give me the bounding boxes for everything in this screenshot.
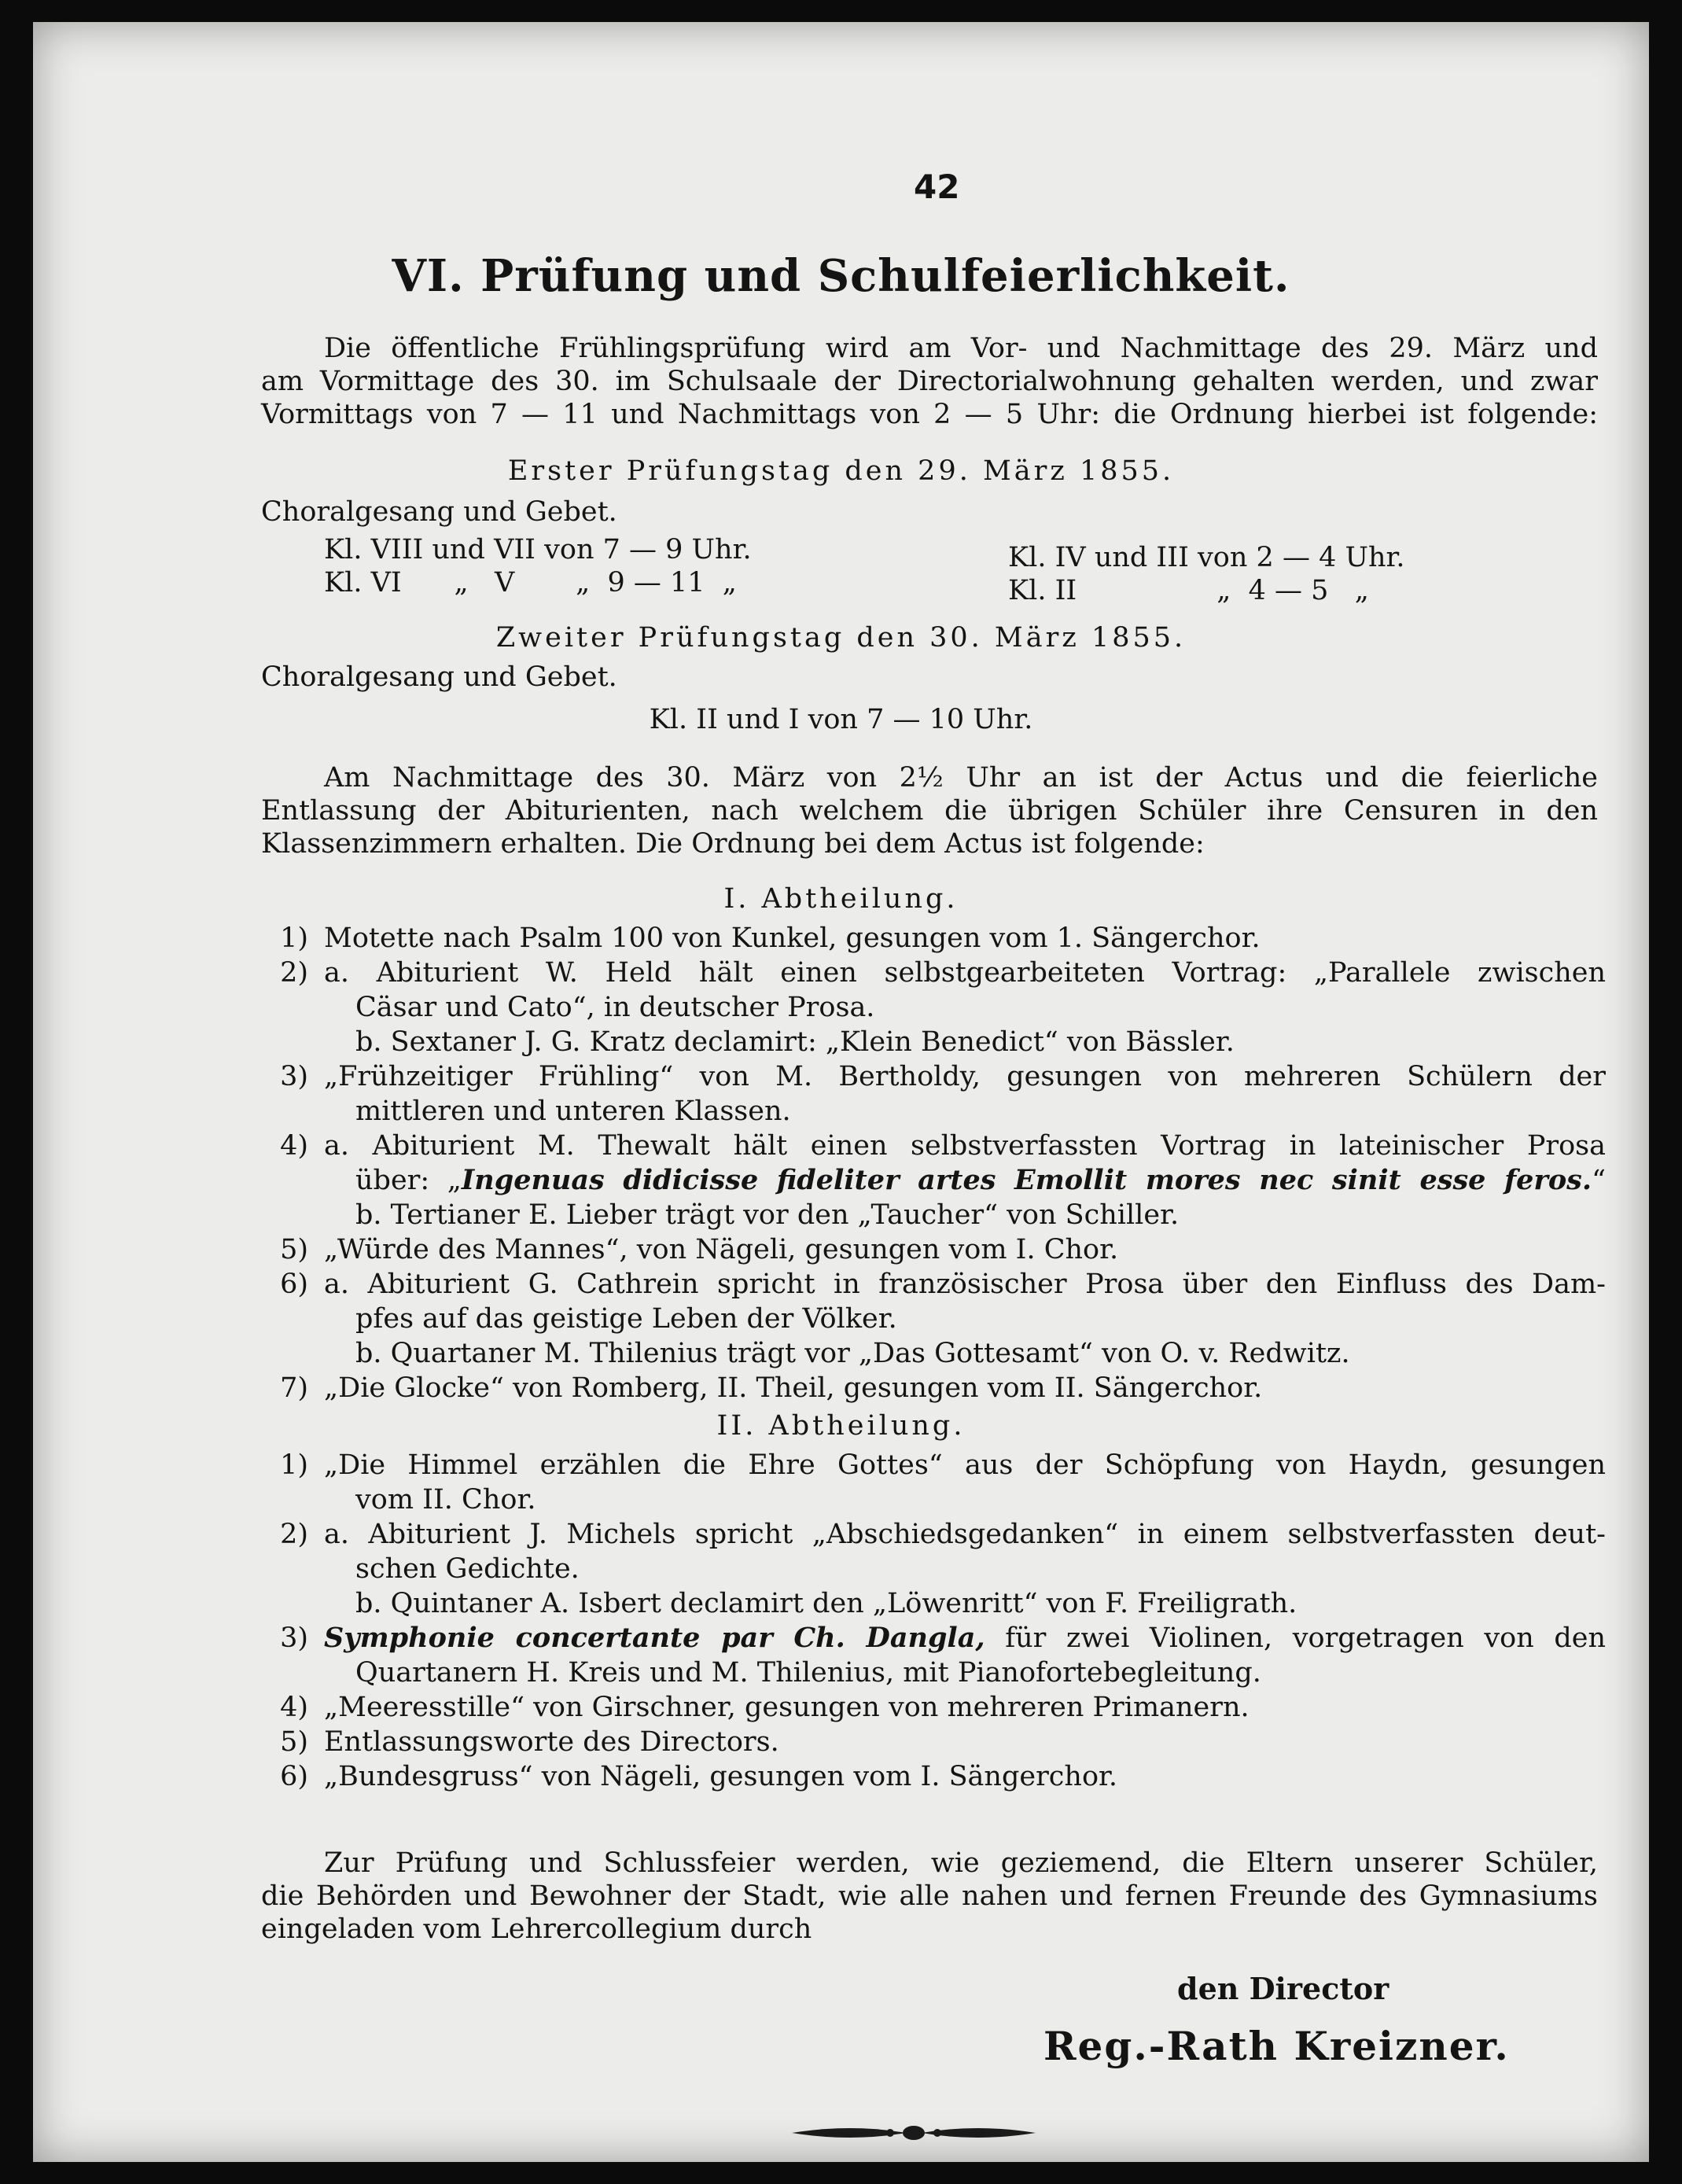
day1-title: Erster Prüfungstag den 29. März 1855. [507, 455, 1175, 487]
item-number: 2) [280, 1519, 308, 1550]
part2-line [261, 1483, 1606, 1516]
intro-line: Vormittags von 7 — 11 und Nachmittags von 2 — 5 Uhr: die Ordnung hierbei ist folgende: [261, 399, 1598, 430]
item-text: a. Abiturient W. Held hält einen selbstgearbeiteten Vortrag: „Parallele zwischen [324, 957, 1606, 989]
day1-schedule: Kl. VIII und VII von 7 — 9 Uhr. [324, 534, 752, 565]
item-number: 1) [280, 1449, 308, 1481]
item-text: a. Abiturient G. Cathrein spricht in französischer Prosa über den Einfluss des Dam- [324, 1269, 1606, 1300]
part2-line [261, 1691, 1606, 1724]
decorative-ornament-icon [788, 2117, 1040, 2149]
part1-line [261, 1129, 1606, 1162]
item-number: 2) [280, 957, 308, 989]
item-number: 4) [280, 1692, 308, 1723]
part2-line [261, 1518, 1606, 1551]
part1-line [261, 1233, 1606, 1266]
item-text: Symphonie concertante par Ch. Dangla, für zwei Violinen, vorgetragen von den [324, 1622, 1606, 1654]
day2-schedule: Kl. II und I von 7 — 10 Uhr. [649, 704, 1033, 735]
item-text: mittleren und unteren Klassen. [355, 1096, 791, 1127]
actus-line: Entlassung der Abiturienten, nach welchem die übrigen Schüler ihre Censuren in den [261, 795, 1598, 827]
item-number: 3) [280, 1061, 308, 1092]
item-number: 4) [280, 1130, 308, 1162]
item-text: Quartanern H. Kreis und M. Thilenius, mit Pianofortebegleitung. [355, 1657, 1261, 1689]
part1-line [261, 1337, 1606, 1370]
signature-name: Reg.-Rath Kreizner. [1043, 2023, 1510, 2069]
item-text: b. Quartaner M. Thilenius trägt vor „Das Gottesamt“ von O. v. Redwitz. [355, 1338, 1350, 1369]
item-text: schen Gedichte. [355, 1553, 580, 1585]
closing-line: eingeladen vom Lehrercollegium durch [261, 1913, 812, 1945]
part2-title: II. Abtheilung. [716, 1410, 966, 1442]
item-text: „Meeresstille“ von Girschner, gesungen von mehreren Primanern. [324, 1692, 1250, 1723]
item-text: a. Abiturient M. Thewalt hält einen selbstverfassten Vortrag in lateinischer Prosa [324, 1130, 1606, 1162]
intro-line: Die öffentliche Frühlingsprüfung wird am Vor- und Nachmittage des 29. März und [324, 333, 1598, 364]
item-text: über: „Ingenuas didicisse fideliter artes Emollit mores nec sinit esse feros.“ [355, 1164, 1606, 1196]
item-text: b. Sextaner J. G. Kratz declamirt: „Klein Benedict“ von Bässler. [355, 1026, 1235, 1058]
day2-title: Zweiter Prüfungstag den 30. März 1855. [495, 622, 1187, 654]
day1-schedule: Kl. II „ 4 — 5 „ [1008, 575, 1369, 606]
item-text: b. Tertianer E. Lieber trägt vor den „Taucher“ von Schiller. [355, 1199, 1180, 1231]
part2-line [261, 1725, 1606, 1759]
item-text: b. Quintaner A. Isbert declamirt den „Löwenritt“ von F. Freiligrath. [355, 1588, 1297, 1619]
page-number: 42 [914, 168, 960, 206]
part1-line [261, 1095, 1606, 1128]
part1-title: I. Abtheilung. [723, 883, 959, 915]
item-text: Entlassungsworte des Directors. [324, 1726, 779, 1758]
item-number: 5) [280, 1234, 308, 1265]
day2-subtitle: Choralgesang und Gebet. [261, 661, 617, 693]
item-text: a. Abiturient J. Michels spricht „Abschiedsgedanken“ in einem selbstverfassten deut- [324, 1519, 1606, 1550]
part2-line [261, 1587, 1606, 1620]
day1-schedule: Kl. IV und III von 2 — 4 Uhr. [1008, 542, 1405, 573]
day1-subtitle: Choralgesang und Gebet. [261, 496, 617, 528]
item-text: Motette nach Psalm 100 von Kunkel, gesungen vom 1. Sängerchor. [324, 923, 1261, 954]
part1-line [261, 1372, 1606, 1405]
item-text: „Die Himmel erzählen die Ehre Gottes“ aus der Schöpfung von Haydn, gesungen [324, 1449, 1606, 1481]
actus-line: Am Nachmittage des 30. März von 2½ Uhr an ist der Actus und die feierliche [324, 762, 1598, 794]
part1-line [261, 991, 1606, 1024]
section-heading: VI. Prüfung und Schulfeierlichkeit. [392, 250, 1290, 302]
closing-line: die Behörden und Bewohner der Stadt, wie alle nahen und fernen Freunde des Gymnasiums [261, 1880, 1598, 1912]
part1-line [261, 956, 1606, 989]
part1-line [261, 1060, 1606, 1093]
item-number: 6) [280, 1761, 308, 1792]
document-page [33, 22, 1649, 2162]
part1-line [261, 1199, 1606, 1232]
intro-line: am Vormittage des 30. im Schulsaale der Directorialwohnung gehalten werden, und zwar [261, 366, 1598, 397]
part1-line [261, 1268, 1606, 1301]
item-text: Cäsar und Cato“, in deutscher Prosa. [355, 992, 875, 1023]
item-number: 3) [280, 1622, 308, 1654]
item-text: „Die Glocke“ von Romberg, II. Theil, gesungen vom II. Sängerchor. [324, 1372, 1263, 1404]
day1-schedule: Kl. VI „ V „ 9 — 11 „ [324, 567, 737, 598]
item-text: „Frühzeitiger Frühling“ von M. Bertholdy, gesungen von mehreren Schülern der [324, 1061, 1606, 1092]
item-text: vom II. Chor. [355, 1484, 536, 1516]
item-text: pfes auf das geistige Leben der Völker. [355, 1303, 897, 1335]
item-number: 5) [280, 1726, 308, 1758]
signature-title: den Director [1177, 1971, 1389, 2006]
part1-line [261, 1164, 1606, 1197]
item-number: 7) [280, 1372, 308, 1404]
item-number: 6) [280, 1269, 308, 1300]
actus-line: Klassenzimmern erhalten. Die Ordnung bei dem Actus ist folgende: [261, 828, 1205, 860]
part2-line [261, 1760, 1606, 1793]
part2-line [261, 1449, 1606, 1482]
part1-line [261, 1026, 1606, 1059]
part1-line [261, 922, 1606, 955]
item-text: „Bundesgruss“ von Nägeli, gesungen vom I. Sängerchor. [324, 1761, 1118, 1792]
closing-line: Zur Prüfung und Schlussfeier werden, wie geziemend, die Eltern unserer Schüler, [324, 1847, 1598, 1879]
part2-line [261, 1552, 1606, 1586]
item-number: 1) [280, 923, 308, 954]
part1-line [261, 1302, 1606, 1335]
part2-line [261, 1622, 1606, 1655]
item-text: „Würde des Mannes“, von Nägeli, gesungen vom I. Chor. [324, 1234, 1119, 1265]
part2-line [261, 1656, 1606, 1689]
